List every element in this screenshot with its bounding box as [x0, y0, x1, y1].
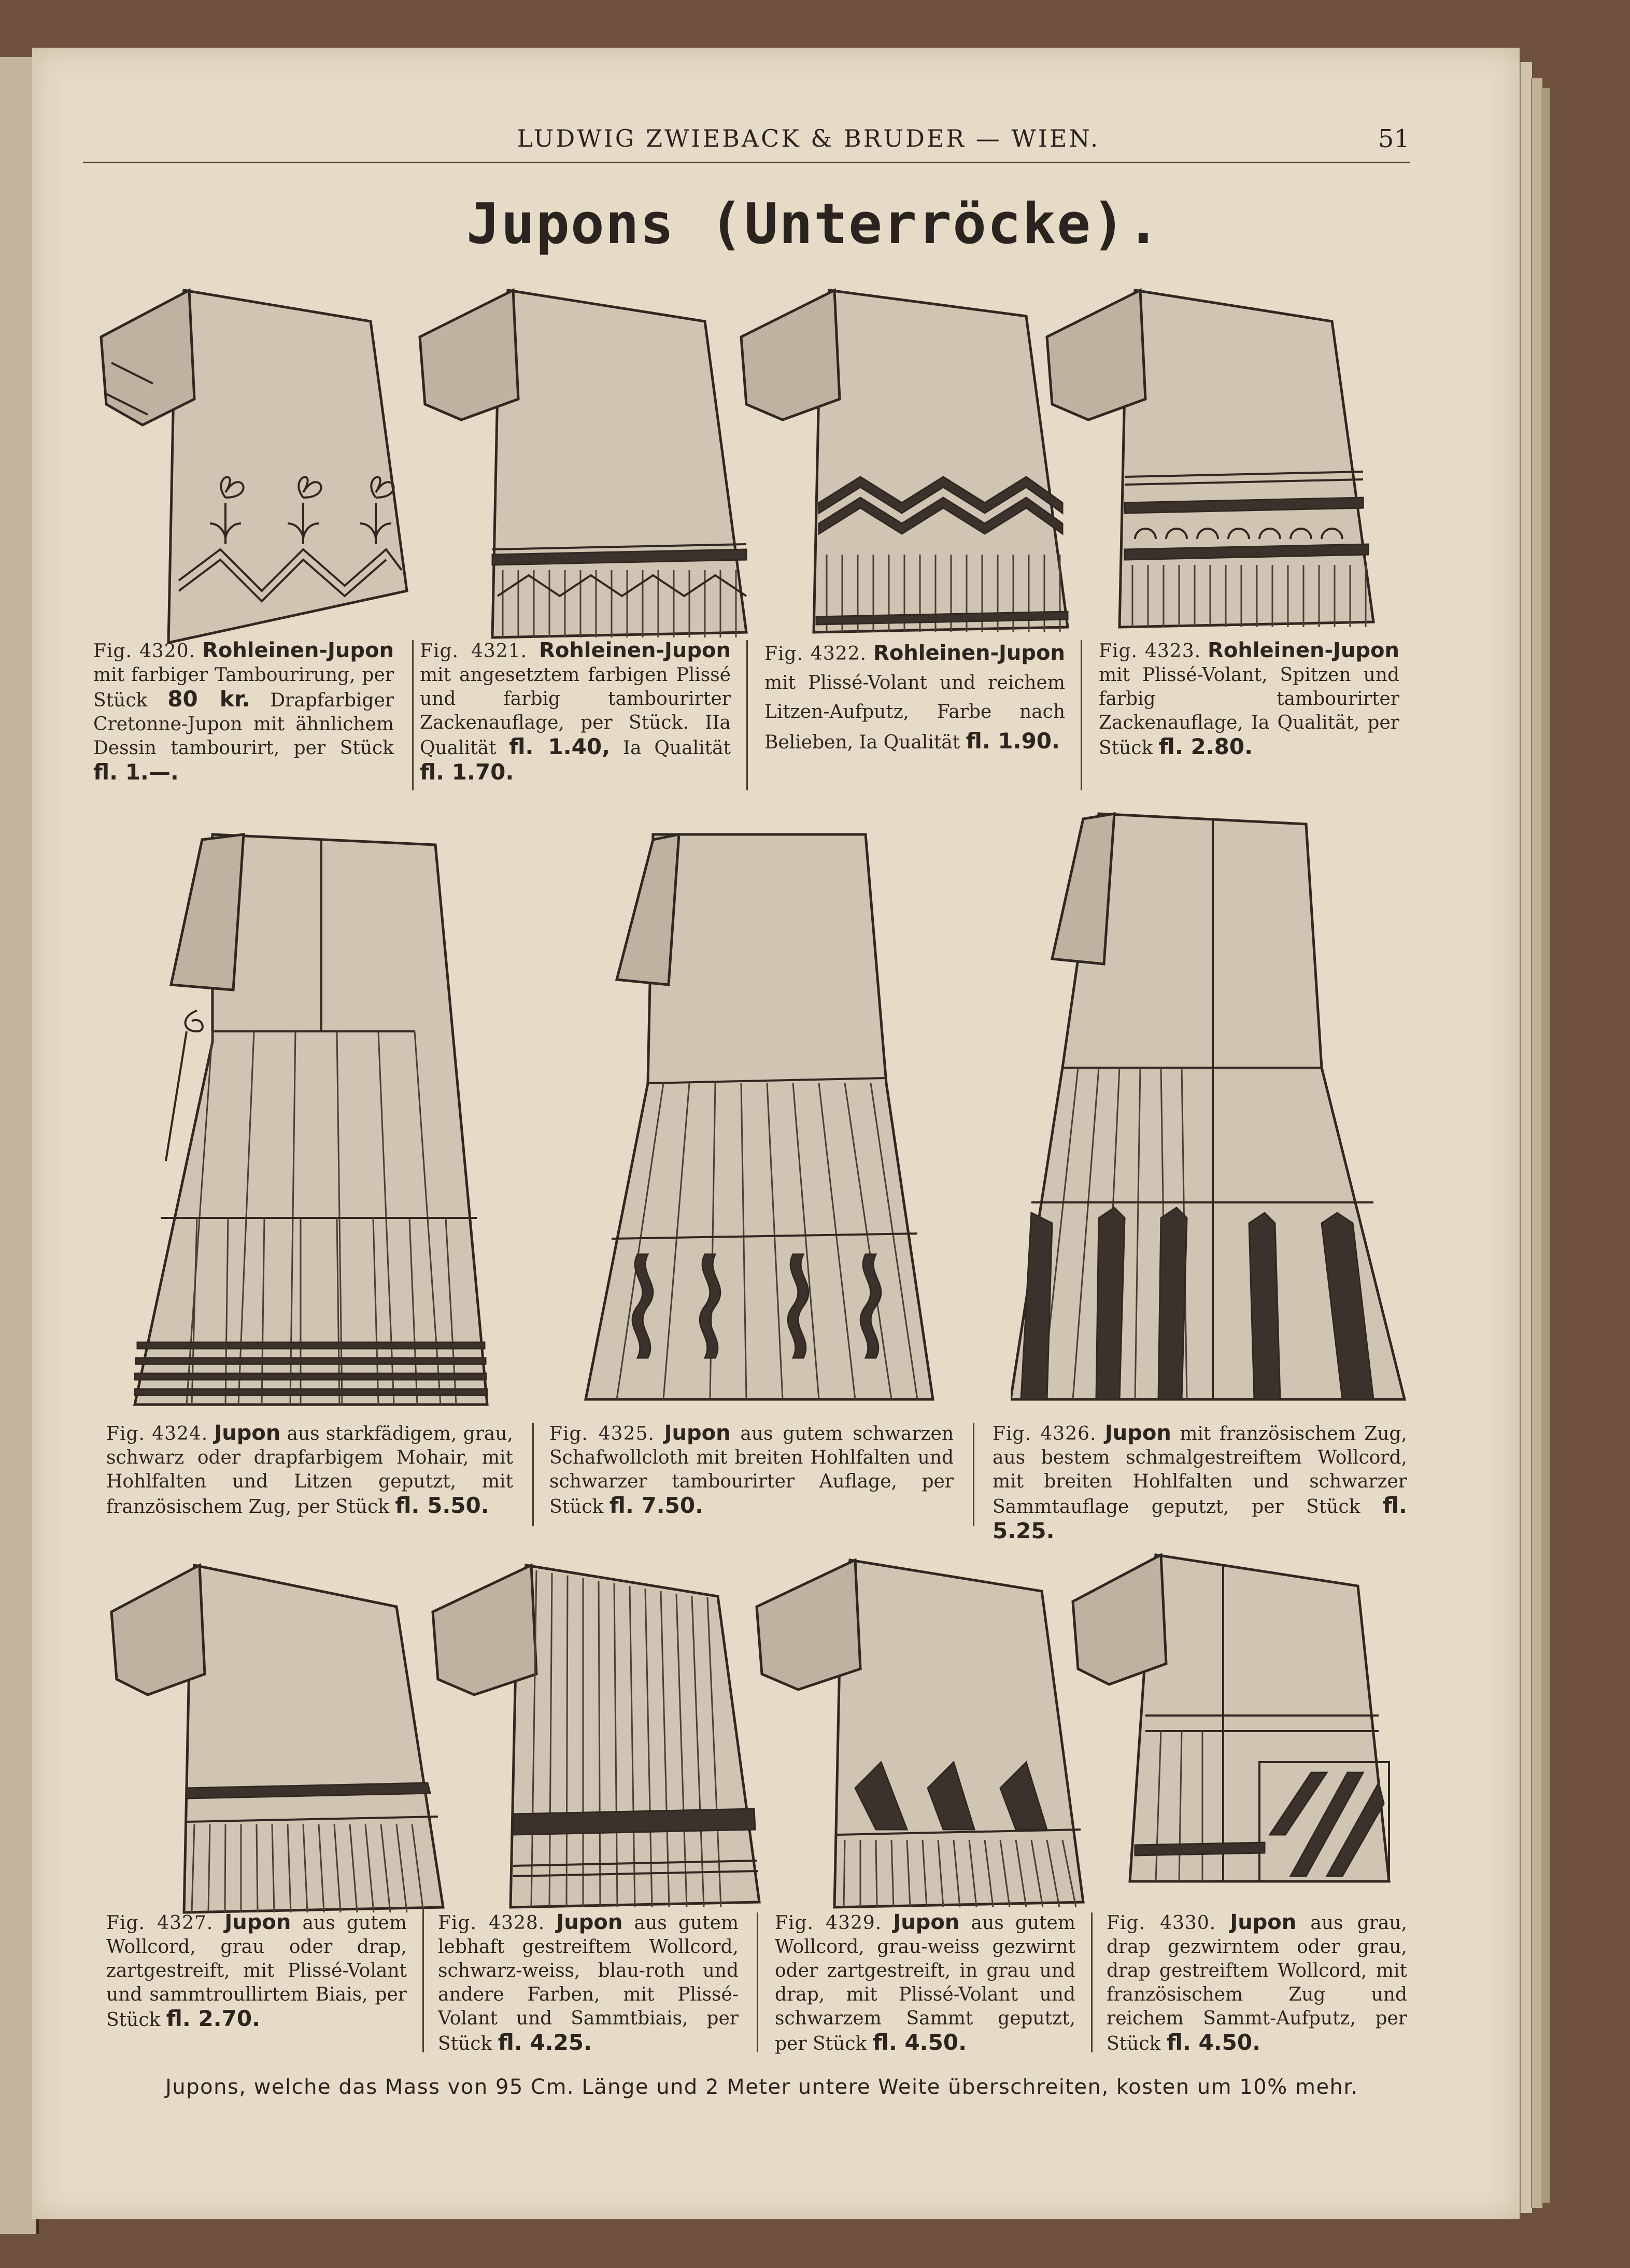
illustration-fig-4328: [428, 1555, 764, 1912]
caption-fig-4324: Fig. 4324. Jupon aus starkfädigem, grau, schwarz oder drapfarbigem Mohair, mit Hohlfalten und Litzen geputzt, mit französischem Zug, per Stück fl. 5.50.: [106, 1421, 513, 1518]
page-edge: [1531, 78, 1542, 2208]
caption-fig-4328: Fig. 4328. Jupon aus gutem lebhaft gestreiftem Wollcord, schwarz-weiss, blau-roth und andere Farben, mit Plissé-Volant und Sammtbiais, per Stück fl. 4.25.: [438, 1910, 739, 2055]
caption-fig-4323: Fig. 4323. Rohleinen-Jupon mit Plissé-Volant, Spitzen und farbig tambourirter Zackenauflage, Ia Qualität, per Stück fl. 2.80.: [1099, 639, 1399, 759]
page-edge: [1520, 62, 1532, 2213]
caption-fig-4325: Fig. 4325. Jupon aus gutem schwarzen Schafwollcloth mit breiten Hohlfalten und schwarzer tambourirter Auflage, per Stück fl. 7.50.: [549, 1421, 954, 1518]
caption-fig-4326: Fig. 4326. Jupon mit französischem Zug, aus bestem schmalgestreiftem Wollcord, mit breiten Hohlfalten und schwarzer Sammtauflage geputzt, per Stück fl. 5.25.: [993, 1421, 1407, 1543]
caption-fig-4329: Fig. 4329. Jupon aus gutem Wollcord, grau-weiss gezwirnt oder zartgestreift, in grau und drap, mit Plissé-Volant und schwarzem Sammt geputzt, per Stück fl. 4.50.: [775, 1910, 1075, 2055]
column-rule: [1081, 640, 1082, 790]
caption-fig-4320: Fig. 4320. Rohleinen-Jupon mit farbiger Tambourirung, per Stück 80 kr. Drapfarbiger Cretonne-Jupon mit ähnlichem Dessin tambourirt, per Stück fl. 1.—.: [93, 639, 394, 785]
caption-fig-4330: Fig. 4330. Jupon aus grau, drap gezwirntem oder grau, drap gestreiftem Wollcord, mit französischem Zug und reichem Sammt-Aufputz, per Stück fl. 4.50.: [1107, 1910, 1408, 2055]
illustration-fig-4322: [736, 280, 1078, 637]
footer-note: Jupons, welche das Mass von 95 Cm. Länge und 2 Meter untere Weite überschreiten, kosten um 10% mehr.: [165, 2075, 1358, 2099]
illustration-fig-4325: [575, 824, 974, 1410]
illustration-fig-4324: [124, 824, 498, 1415]
column-rule: [422, 1912, 424, 2052]
page-edge: [1541, 88, 1550, 2203]
column-rule: [412, 640, 414, 790]
column-rule: [746, 640, 748, 790]
column-rule: [532, 1423, 534, 1526]
column-rule: [757, 1912, 758, 2052]
page-number: 51: [1378, 124, 1410, 153]
illustration-fig-4330: [1068, 1544, 1399, 1887]
illustration-fig-4326: [1011, 809, 1410, 1410]
illustration-fig-4323: [1042, 280, 1379, 632]
column-rule: [1091, 1912, 1093, 2052]
illustration-fig-4320: [96, 270, 412, 648]
caption-fig-4321: Fig. 4321. Rohleinen-Jupon mit angesetztem farbigen Plissé und farbig tambourirter Zackenauflage, per Stück. IIa Qualität fl. 1.40, Ia Qualität fl. 1.70.: [420, 639, 731, 785]
illustration-fig-4321: [415, 280, 757, 643]
page-title: Jupons (Unterröcke).: [466, 192, 1161, 257]
caption-fig-4322: Fig. 4322. Rohleinen-Jupon mit Plissé-Volant und reichem Litzen-Aufputz, Farbe nach Belieben, Ia Qualität fl. 1.90.: [764, 641, 1065, 754]
header-rule: [83, 162, 1410, 163]
illustration-fig-4329: [752, 1550, 1094, 1912]
caption-fig-4327: Fig. 4327. Jupon aus gutem Wollcord, grau oder drap, zartgestreift, mit Plissé-Volant und sammtroullirtem Biais, per Stück fl. 2.70.: [106, 1910, 407, 2031]
illustration-fig-4327: [106, 1555, 448, 1918]
column-rule: [973, 1423, 974, 1526]
running-head: LUDWIG ZWIEBACK & BRUDER — WIEN.: [517, 124, 1100, 152]
